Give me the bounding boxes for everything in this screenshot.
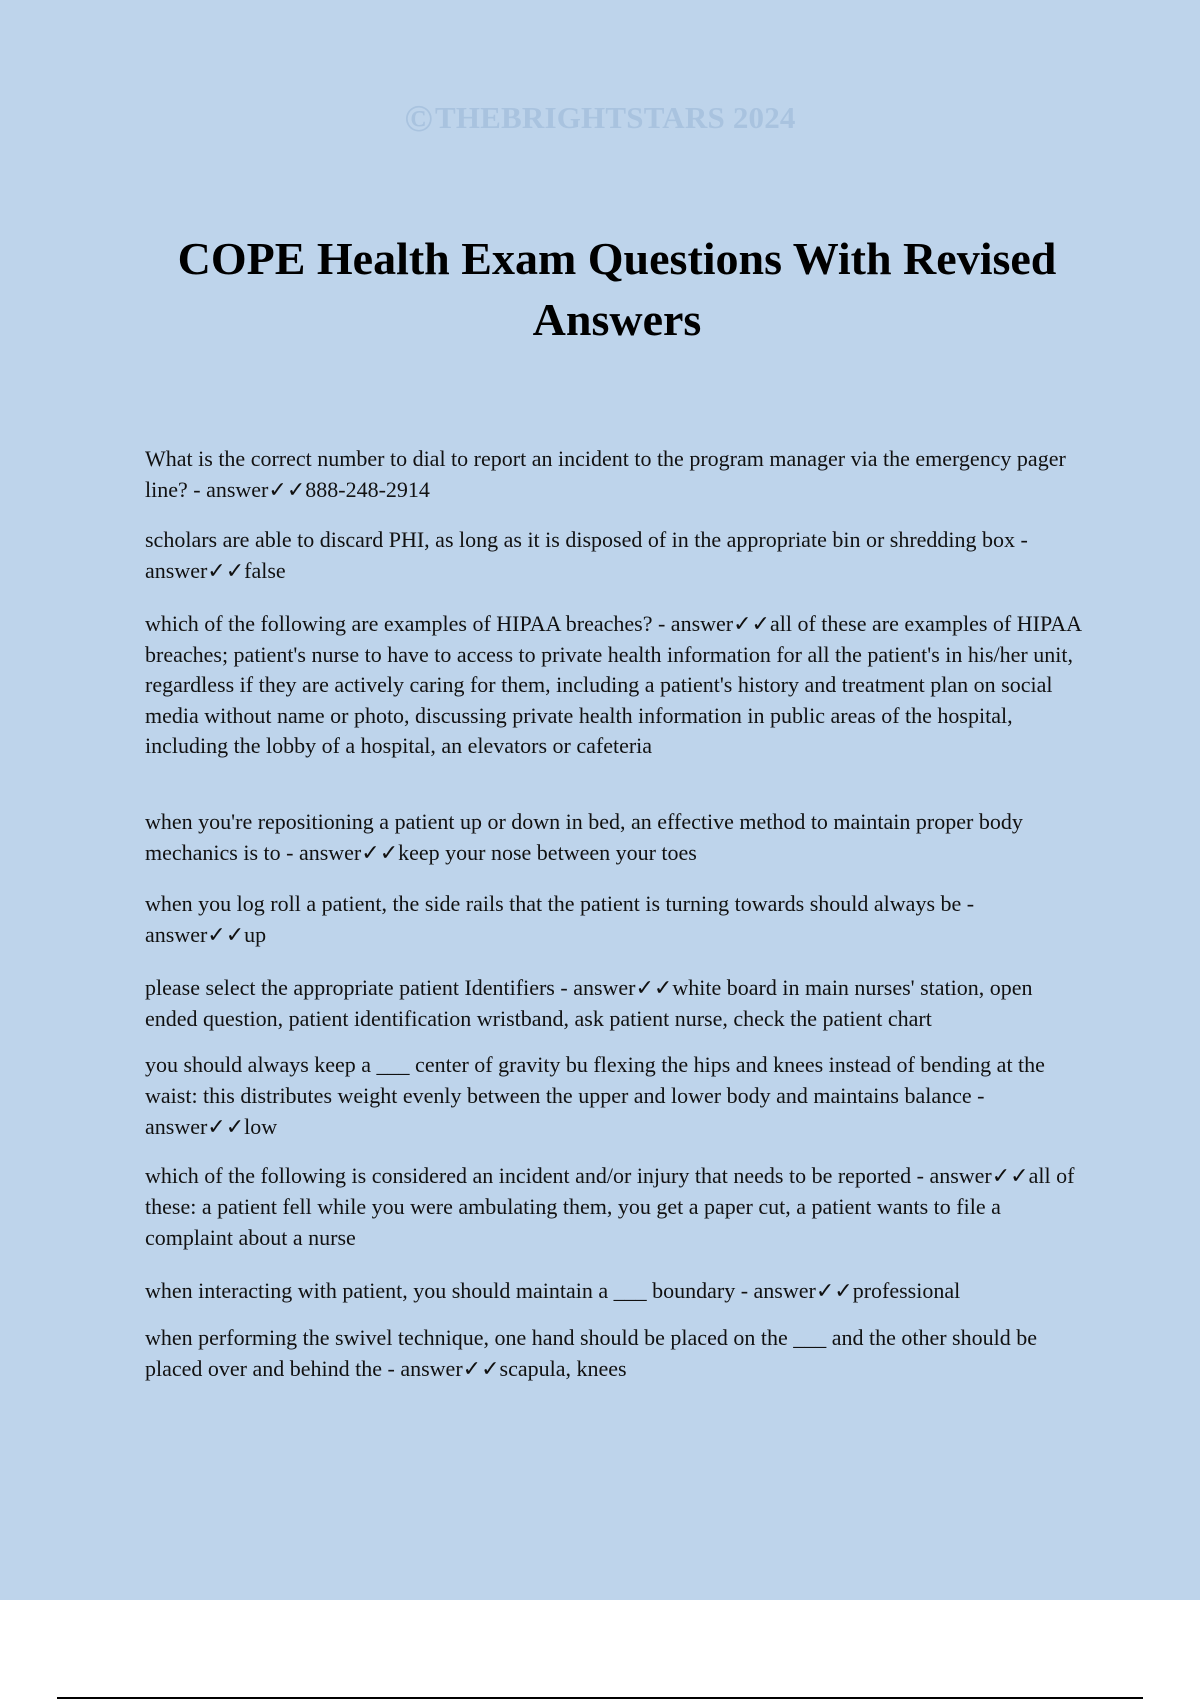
qa-item: when interacting with patient, you should maintain a ___ boundary - answer✓✓professional — [145, 1278, 961, 1303]
qa-item: you should always keep a ___ center of gravity bu flexing the hips and knees instead of bending at the waist: this distributes weight evenly between the upper and lower body and maintains balance - answer✓✓low — [145, 1052, 1045, 1139]
watermark-text: THEBRIGHTSTARS 2024 — [434, 100, 796, 135]
qa-item: when you log roll a patient, the side rails that the patient is turning towards should always be - answer✓✓up — [145, 891, 975, 947]
qa-item: scholars are able to discard PHI, as long as it is disposed of in the appropriate bin or shredding box - answer✓✓false — [145, 527, 1028, 583]
qa-item: when performing the swivel technique, one hand should be placed on the ___ and the other should be placed over and behind the - answer✓✓scapula, knees — [145, 1325, 1037, 1381]
qa-item: when you're repositioning a patient up or down in bed, an effective method to maintain proper body mechanics is to - answer✓✓keep your nose between your toes — [145, 809, 1023, 865]
copyright-watermark — [0, 97, 1200, 141]
qa-item: please select the appropriate patient Identifiers - answer✓✓white board in main nurses' station, open ended question, patient identification wristband, ask patient nurse, check the patient chart — [145, 975, 1033, 1031]
qa-item: What is the correct number to dial to report an incident to the program manager via the emergency pager line? - answer✓✓888-248-2914 — [145, 446, 1066, 502]
copyright-icon: © — [404, 98, 433, 140]
document-title: COPE Health Exam Questions With Revised Answers — [177, 233, 1057, 345]
footer-divider — [57, 1697, 1143, 1699]
qa-item: which of the following are examples of HIPAA breaches? - answer✓✓all of these are examples of HIPAA breaches; patient's nurse to have to access to private health information for all the patient's in his/her unit, regardless if they are actively caring for them, including a patient's history and treatment plan on social media without name or photo, discussing private health information in public areas of the hospital, including the lobby of a hospital, an elevators or cafeteria — [145, 611, 1081, 758]
qa-item: which of the following is considered an incident and/or injury that needs to be reported - answer✓✓all of these: a patient fell while you were ambulating them, you get a paper cut, a patient wants to file a complaint about a nurse — [145, 1163, 1075, 1250]
